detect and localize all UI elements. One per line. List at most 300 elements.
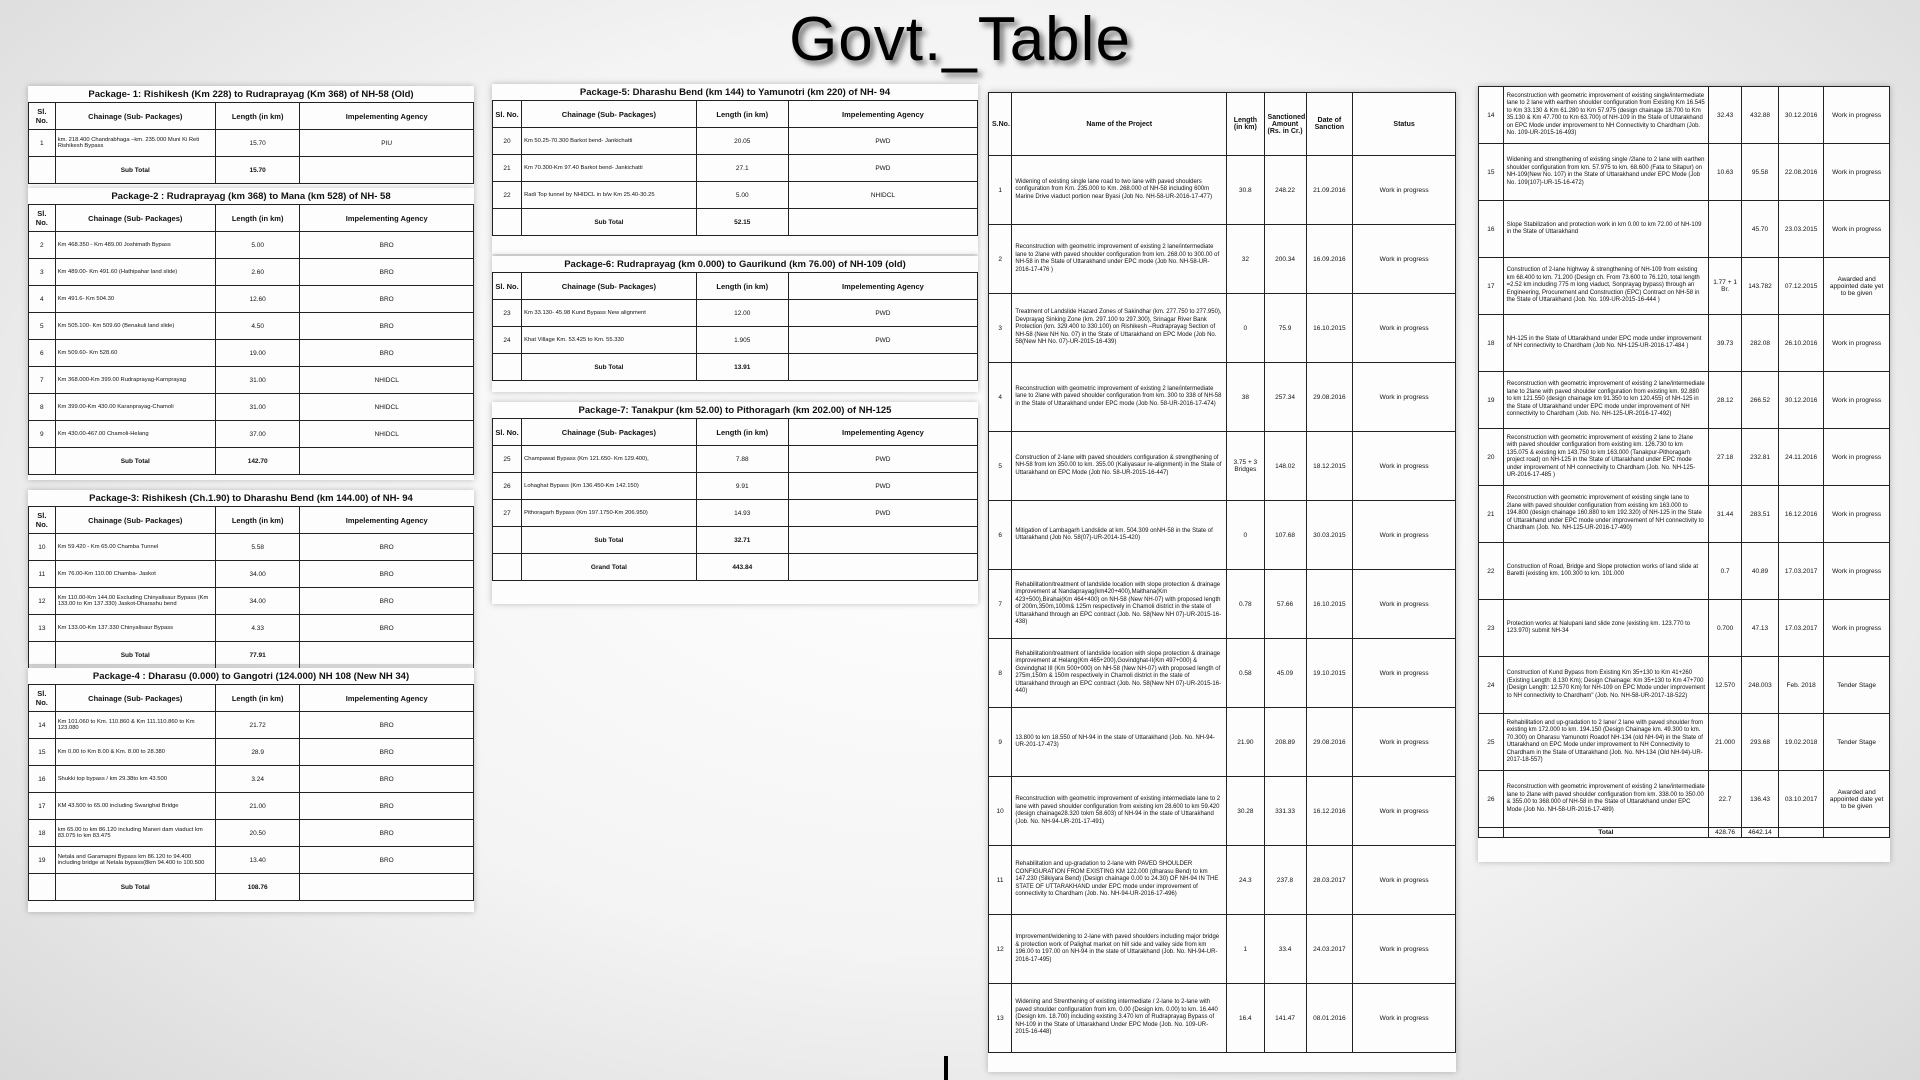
- project-status: Work in progress: [1824, 315, 1890, 372]
- row-sl: 12: [29, 588, 56, 615]
- subtotal-label: Sub Total: [522, 527, 697, 554]
- projects-table-b: [1478, 86, 1890, 838]
- project-length: 3.75 + 3 Bridges: [1227, 432, 1264, 501]
- package-header-row: [29, 685, 474, 712]
- project-status: Work in progress: [1353, 501, 1456, 570]
- project-status: Tender Stage: [1824, 714, 1890, 771]
- project-name: Treatment of Landslide Hazard Zones of Sakindhar (km. 277.750 to 277.950), Devprayag Sinking Zone (km. 297.100 to 297.300), Srinagar River Bank Protection (km. 329.400 to 330.100) on Rishikesh –Rudraprayag Section of NH-58 (New NH No. 07) in the State of Uttarakhand on EPC Mode (Job No. 58(New NH No. 07)-UR-2015-16-439): [1012, 294, 1227, 363]
- project-date: 26.10.2016: [1779, 315, 1824, 372]
- project-row: [989, 777, 1456, 846]
- row-sl: 7: [29, 367, 56, 394]
- package-table: [492, 418, 978, 581]
- project-status: Work in progress: [1353, 639, 1456, 708]
- header-chainage: Chainage (Sub- Packages): [55, 507, 215, 534]
- header-chainage: Chainage (Sub- Packages): [522, 419, 697, 446]
- row-chainage: Km 50.25-70.300 Barkot bend- Jankichatti: [522, 128, 697, 155]
- project-length: [1709, 201, 1742, 258]
- header-length: Length (in km): [696, 101, 788, 128]
- project-row: [1479, 372, 1890, 429]
- project-row: [989, 501, 1456, 570]
- package-row: [29, 232, 474, 259]
- projects-table-a: [988, 92, 1456, 1053]
- project-length: 24.3: [1227, 846, 1264, 915]
- project-date: 24.03.2017: [1306, 915, 1353, 984]
- project-length: 0.78: [1227, 570, 1264, 639]
- row-length: 21.72: [215, 712, 300, 739]
- subtotal-row: [29, 448, 474, 475]
- package-row: [29, 286, 474, 313]
- project-name: Protection works at Nalupani land slide zone (existing km. 123.770 to 123.970) submit NH-34: [1503, 600, 1709, 657]
- row-chainage: km. 218.400 Chandrabhaga –km. 235.000 Muni Ki Reti Rishikesh Bypass: [55, 130, 215, 157]
- row-chainage: Km 430.00-467.00 Chamoli-Helang: [55, 421, 215, 448]
- project-sno: 11: [989, 846, 1012, 915]
- row-chainage: KM 43.500 to 65.00 including Swarighat Bridge: [55, 793, 215, 820]
- row-length: 14.93: [696, 500, 788, 527]
- project-row: [989, 984, 1456, 1053]
- row-chainage: Km 399.00-Km 430.00 Karanprayag-Chamoli: [55, 394, 215, 421]
- package-table: [28, 684, 474, 901]
- project-row: [1479, 315, 1890, 372]
- row-agency: PWD: [788, 446, 977, 473]
- row-chainage: Km 0.00 to Km 8.00 & Km. 8.00 to 28.380: [55, 739, 215, 766]
- project-length: 22.7: [1709, 771, 1742, 828]
- project-amount: 432.88: [1742, 87, 1779, 144]
- project-name: Construction of Kund Bypass from Existing Km 35+130 to Km 41+260 (Existing Length: 8.130 Km); Design Chainage: Km 35+130 to Km 47+700 (Design Length: 12.570 Km) for NH-109 on EPC Mode under improvement to NH connectivity to Chardham" (Job. No. NH-58-UR-2017-18-522): [1503, 657, 1709, 714]
- row-sl: 16: [29, 766, 56, 793]
- subtotal-label: Sub Total: [55, 157, 215, 184]
- row-length: 28.9: [215, 739, 300, 766]
- project-row: [1479, 429, 1890, 486]
- total-row: [1479, 828, 1890, 838]
- project-length: 21.90: [1227, 708, 1264, 777]
- project-amount: 208.89: [1264, 708, 1306, 777]
- row-sl: 5: [29, 313, 56, 340]
- project-row: [1479, 87, 1890, 144]
- project-status: Work in progress: [1353, 846, 1456, 915]
- row-length: 7.88: [696, 446, 788, 473]
- project-name: Rehabilitation and up-gradation to 2-lane with PAVED SHOULDER CONFIGURATION FROM EXISTING KM 122.000 (dharasu Bend) to km 147.230 (Silkiyara Bend) (Design chainage 0.00 to 24.30) OF NH-94 IN THE STATE OF UTTARAKHAND under EPC mode under improvement of connectivity to Chardham (Job. No. NH-94-UR-2016-17-496): [1012, 846, 1227, 915]
- row-sl: 9: [29, 421, 56, 448]
- project-date: 16.10.2015: [1306, 570, 1353, 639]
- project-sno: 18: [1479, 315, 1504, 372]
- header-agency: Impelementing Agency: [788, 273, 977, 300]
- row-length: 34.00: [215, 561, 300, 588]
- row-length: 20.05: [696, 128, 788, 155]
- package-header-row: [493, 273, 978, 300]
- project-length: 10.63: [1709, 144, 1742, 201]
- project-length: 27.18: [1709, 429, 1742, 486]
- project-length: 31.44: [1709, 486, 1742, 543]
- project-date: 16.09.2016: [1306, 225, 1353, 294]
- row-sl: 10: [29, 534, 56, 561]
- row-agency: BRO: [300, 820, 474, 847]
- project-name: Reconstruction with geometric improvement of existing single/intermediate lane to 2 lane with earthen shoulder configuration from Existing Km 16.545 to Km 33.130 & Km 61.280 to Km 57.975 (design chainage 18.700 to Km 35.130 & Km 47.700 to Km 63.700) of NH-109 in the State of Uttarakhand on EPC Mode under improvement to NH Connectivity to Chardham (Job. No. 109-UR-2015-16-493): [1503, 87, 1709, 144]
- row-chainage: Khat Village Km. 53.425 to Km. 55.330: [522, 327, 697, 354]
- subtotal-row: [29, 874, 474, 901]
- project-amount: 57.66: [1264, 570, 1306, 639]
- header-sl: Sl. No.: [29, 205, 56, 232]
- project-amount: 232.81: [1742, 429, 1779, 486]
- row-agency: PWD: [788, 155, 977, 182]
- row-agency: BRO: [300, 313, 474, 340]
- project-sno: 23: [1479, 600, 1504, 657]
- project-status: Work in progress: [1824, 429, 1890, 486]
- total-label: Total: [1503, 828, 1709, 838]
- package-6-panel: [492, 256, 978, 392]
- row-sl: 27: [493, 500, 522, 527]
- package-header-row: [29, 507, 474, 534]
- header-sl: Sl. No.: [29, 685, 56, 712]
- project-status: Work in progress: [1353, 294, 1456, 363]
- header-length: Length (in km): [215, 103, 300, 130]
- row-sl: 18: [29, 820, 56, 847]
- row-chainage: Shukki top bypass / km 29.38to km 43.500: [55, 766, 215, 793]
- project-row: [989, 432, 1456, 501]
- projects-table-b-panel: [1478, 86, 1890, 862]
- row-sl: 3: [29, 259, 56, 286]
- project-sno: 13: [989, 984, 1012, 1053]
- subtotal-value: 52.15: [696, 209, 788, 236]
- project-name: Rehabilitation/treatment of landslide location with slope protection & drainage improvement at Helang(Km 465+200),Govindghat-II(Km 497+000) & Govindghat III (Km 500+000) on NH-58 (New NH-07) with proposed length of 275m,150m & 150m respectively in Chamoli district in the state of Uttarakhand through an EPC contract (Job. No. 58(New NH 07)-UR-2015-16-440): [1012, 639, 1227, 708]
- row-length: 21.00: [215, 793, 300, 820]
- subtotal-label: Sub Total: [55, 874, 215, 901]
- project-length: 0: [1227, 501, 1264, 570]
- package-header-row: [29, 103, 474, 130]
- subtotal-label: Sub Total: [55, 642, 215, 669]
- project-date: 21.09.2016: [1306, 156, 1353, 225]
- project-status: Work in progress: [1824, 543, 1890, 600]
- row-chainage: Km 33.130- 45.98 Kund Bypass New alignment: [522, 300, 697, 327]
- project-name: Rehabilitation/treatment of landslide location with slope protection & drainage improvement at Nandaprayag(km420+400),Maithana(Km 423+500),Birahai(Km 464+400) on NH-58 (New NH-07) with proposed length of 200m,350m,100m& 125m respectively in Chamoli district in the state of Uttarakhand through an EPC contract (Job. No. 58(New NH 07)-UR-2015-16-438): [1012, 570, 1227, 639]
- row-agency: BRO: [300, 534, 474, 561]
- project-sno: 15: [1479, 144, 1504, 201]
- row-length: 1.905: [696, 327, 788, 354]
- project-date: Feb. 2018: [1779, 657, 1824, 714]
- subtotal-value: 13.91: [696, 354, 788, 381]
- project-status: Work in progress: [1824, 600, 1890, 657]
- row-agency: PIU: [300, 130, 474, 157]
- package-title: Package-6: Rudraprayag (km 0.000) to Gaurikund (km 76.00) of NH-109 (old): [564, 259, 906, 270]
- package-3-panel: [28, 490, 474, 664]
- project-length: 12.570: [1709, 657, 1742, 714]
- package-2-panel: [28, 188, 474, 480]
- project-length: 30.28: [1227, 777, 1264, 846]
- project-row: [989, 294, 1456, 363]
- header-sl: Sl. No.: [29, 103, 56, 130]
- row-chainage: Km 101.060 to Km. 110.860 & Km 111.110.860 to Km 123.080: [55, 712, 215, 739]
- project-date: 30.12.2016: [1779, 87, 1824, 144]
- project-row: [989, 915, 1456, 984]
- project-date: 16.12.2016: [1779, 486, 1824, 543]
- row-agency: BRO: [300, 615, 474, 642]
- project-status: Work in progress: [1353, 432, 1456, 501]
- package-title: Package-3: Rishikesh (Ch.1.90) to Dharashu Bend (km 144.00) of NH- 94: [89, 493, 413, 504]
- subtotal-row: [493, 209, 978, 236]
- project-amount: 143.782: [1742, 258, 1779, 315]
- package-row: [29, 421, 474, 448]
- header-chainage: Chainage (Sub- Packages): [522, 273, 697, 300]
- project-row: [989, 846, 1456, 915]
- project-date: 19.10.2015: [1306, 639, 1353, 708]
- row-agency: PWD: [788, 327, 977, 354]
- project-date: 30.12.2016: [1779, 372, 1824, 429]
- row-sl: 14: [29, 712, 56, 739]
- project-name: Rehabilitation and up-gradation to 2 lane/ 2 lane with paved shoulder from existing km 172.000 to km. 194.150 (Design Chainage km. 49.300 to km. 70.300) on Dharasu Yamunotri Roadof NH-134 (old NH-94) in the State of Uttarakhand on EPC Mode under improvement to NH Connectivity to Chardham in the State of Uttarakhand (Job. No. NH-134 (Old NH-94)-UR-2017-18-557): [1503, 714, 1709, 771]
- row-chainage: Km 76.00-Km 110.00 Chamba- Jaskot: [55, 561, 215, 588]
- project-status: Work in progress: [1353, 225, 1456, 294]
- header-sl: Sl. No.: [29, 507, 56, 534]
- header-sl: Sl. No.: [493, 101, 522, 128]
- project-sno: 2: [989, 225, 1012, 294]
- project-length: 32: [1227, 225, 1264, 294]
- row-agency: PWD: [788, 500, 977, 527]
- project-name: Reconstruction with geometric improvement of existing 2 lane/intermediate lane to 2lane with paved shoulder configuration from km. 338.00 to 350.00 & 355.00 to 368.000 of NH-58 in the State of Uttarakhand under EPC Mode (Job No. NH-58-UR-2016-17-489): [1503, 771, 1709, 828]
- row-agency: BRO: [300, 340, 474, 367]
- project-row: [989, 225, 1456, 294]
- row-agency: BRO: [300, 847, 474, 874]
- project-amount: 283.51: [1742, 486, 1779, 543]
- project-amount: 40.89: [1742, 543, 1779, 600]
- header-chainage: Chainage (Sub- Packages): [522, 101, 697, 128]
- project-name: Improvement/widening to 2-lane with paved shoulders including major bridge & protection work of Palighat market on hill side and valley side from km 196.00 to 197.00 on NH-94 in the state of Uttarakhand (Job. No. NH-94-UR-2016-17-495): [1012, 915, 1227, 984]
- project-sno: 20: [1479, 429, 1504, 486]
- project-amount: 45.70: [1742, 201, 1779, 258]
- row-length: 9.91: [696, 473, 788, 500]
- project-status: Work in progress: [1824, 486, 1890, 543]
- header-amount: Sanctioned Amount (Rs. in Cr.): [1264, 93, 1306, 156]
- row-chainage: Lohaghat Bypass (Km 136.450-Km 142.150): [522, 473, 697, 500]
- row-length: 4.50: [215, 313, 300, 340]
- total-amount: 4642.14: [1742, 828, 1779, 838]
- project-row: [1479, 657, 1890, 714]
- project-row: [1479, 543, 1890, 600]
- projects-table-a-panel: [988, 92, 1456, 1072]
- project-length: 0: [1227, 294, 1264, 363]
- project-amount: 248.22: [1264, 156, 1306, 225]
- package-row: [493, 300, 978, 327]
- package-row: [29, 313, 474, 340]
- package-table: [28, 506, 474, 669]
- row-agency: PWD: [788, 128, 977, 155]
- project-row: [989, 363, 1456, 432]
- project-status: Work in progress: [1353, 915, 1456, 984]
- subtotal-row: [29, 157, 474, 184]
- package-row: [29, 259, 474, 286]
- row-agency: NHIDCL: [300, 421, 474, 448]
- package-row: [493, 446, 978, 473]
- project-name: Widening and Strenthening of existing intermediate / 2-lane to 2-lane with paved shoulder configuration from km. 0.00 (Design km. 0.00) to km. 16.440 (Design km. 18.700) including existing 3.470 km of Rudraprayag Bypass of NH-109 in the State of Uttarakhand Under EPC Mode (Job. No. 109-UR-2015-16-448): [1012, 984, 1227, 1053]
- package-header-row: [493, 101, 978, 128]
- row-chainage: Km 110.00-Km 144.00 Excluding Chinyalisaur Bypass (Km 133.00 to Km 137.330) Jaskot-Dharashu bend: [55, 588, 215, 615]
- subtotal-value: 32.71: [696, 527, 788, 554]
- package-header-row: [493, 419, 978, 446]
- project-sno: 3: [989, 294, 1012, 363]
- project-name: Reconstruction with geometric improvement of existing intermediate lane to 2 lane with paved shoulder configuration from existing km 28.600 to km 59.420 (design chainage28.320 tokm 58.603) of NH-94 in the state of Uttarakhand (Job. No. NH-94-UR-201-17-491): [1012, 777, 1227, 846]
- row-length: 5.00: [696, 182, 788, 209]
- project-row: [1479, 486, 1890, 543]
- project-date: 23.03.2015: [1779, 201, 1824, 258]
- subtotal-label: Sub Total: [55, 448, 215, 475]
- project-amount: 331.33: [1264, 777, 1306, 846]
- header-chainage: Chainage (Sub- Packages): [55, 103, 215, 130]
- subtotal-value: 77.91: [215, 642, 300, 669]
- project-amount: 141.47: [1264, 984, 1306, 1053]
- project-amount: 107.68: [1264, 501, 1306, 570]
- project-date: 16.10.2015: [1306, 294, 1353, 363]
- project-name: Reconstruction with geometric improvement of existing 2 lane/intermediate lane to 2lane with paved shoulder configuration from existing km. 92.880 to km 121.550 (design chainage km 91.350 to km 120.455) of NH-125 in the State of Uttarakhand under EPC mode under improvement of NH connectivity to Chardham (Job. No. NH-125-UR-2016-17-492): [1503, 372, 1709, 429]
- row-length: 3.24: [215, 766, 300, 793]
- project-row: [1479, 144, 1890, 201]
- row-length: 19.00: [215, 340, 300, 367]
- row-agency: BRO: [300, 766, 474, 793]
- row-sl: 19: [29, 847, 56, 874]
- project-name: Reconstruction with geometric improvement of existing 2 lane/intermediate lane to 2lane with paved shoulder configuration from km. 300 to 338 of NH-58 in the State of Uttarakhand under EPC mode (Job No. 58-UR-2016-17-474): [1012, 363, 1227, 432]
- project-amount: 200.34: [1264, 225, 1306, 294]
- subtotal-value: 15.70: [215, 157, 300, 184]
- project-date: 03.10.2017: [1779, 771, 1824, 828]
- project-status: Work in progress: [1353, 570, 1456, 639]
- row-sl: 2: [29, 232, 56, 259]
- project-amount: 248.003: [1742, 657, 1779, 714]
- project-status: Work in progress: [1824, 144, 1890, 201]
- project-name: Reconstruction with geometric improvement of existing 2 lane/intermediate lane to 2lane with paved shoulder configuration from km. 268.00 to 300.00 of NH-58 in the State of Uttarakhand under EPC mode (Job No. NH-58-UR-2016-17-476 ): [1012, 225, 1227, 294]
- row-sl: 22: [493, 182, 522, 209]
- project-amount: 45.09: [1264, 639, 1306, 708]
- project-row: [1479, 771, 1890, 828]
- project-amount: 95.58: [1742, 144, 1779, 201]
- project-date: 17.03.2017: [1779, 600, 1824, 657]
- row-length: 12.00: [696, 300, 788, 327]
- project-status: Work in progress: [1824, 87, 1890, 144]
- row-length: 5.00: [215, 232, 300, 259]
- subtotal-label: Sub Total: [522, 209, 697, 236]
- project-sno: 9: [989, 708, 1012, 777]
- row-sl: 8: [29, 394, 56, 421]
- project-amount: 33.4: [1264, 915, 1306, 984]
- project-name: Construction of 2-lane with paved shoulders configuration & strengthening of NH-58 from km 350.00 to km. 355.00 (Kaliyasaur re-alignment) in the State of Uttarakhand on EPC Mode (Job No. 58-UR-2015-16-447): [1012, 432, 1227, 501]
- row-length: 2.60: [215, 259, 300, 286]
- header-agency: Impelementing Agency: [300, 507, 474, 534]
- row-length: 12.60: [215, 286, 300, 313]
- subtotal-value: 108.76: [215, 874, 300, 901]
- project-sno: 19: [1479, 372, 1504, 429]
- project-status: Awarded and appointed date yet to be given: [1824, 771, 1890, 828]
- row-sl: 4: [29, 286, 56, 313]
- project-length: 1: [1227, 915, 1264, 984]
- row-chainage: Km 491.6- Km 504.30: [55, 286, 215, 313]
- package-row: [493, 128, 978, 155]
- project-amount: 282.08: [1742, 315, 1779, 372]
- project-amount: 47.13: [1742, 600, 1779, 657]
- project-sno: 12: [989, 915, 1012, 984]
- row-sl: 26: [493, 473, 522, 500]
- header-sno: S.No.: [989, 93, 1012, 156]
- project-length: 16.4: [1227, 984, 1264, 1053]
- project-status: Work in progress: [1353, 708, 1456, 777]
- row-length: 31.00: [215, 367, 300, 394]
- header-length: Length (in km): [215, 205, 300, 232]
- project-row: [989, 570, 1456, 639]
- project-name: Mitigation of Lambagarh Landslide at km. 504.309 onNH-58 in the State of Uttarakhand (Job No. 58(07)-UR-2014-15-420): [1012, 501, 1227, 570]
- row-agency: BRO: [300, 588, 474, 615]
- project-date: 08.01.2016: [1306, 984, 1353, 1053]
- row-sl: 21: [493, 155, 522, 182]
- row-sl: 11: [29, 561, 56, 588]
- project-length: 0.58: [1227, 639, 1264, 708]
- header-length: Length (in km): [696, 273, 788, 300]
- package-title: Package-7: Tanakpur (km 52.00) to Pithoragarh (km 202.00) of NH-125: [578, 405, 892, 416]
- project-date: 07.12.2015: [1779, 258, 1824, 315]
- row-sl: 15: [29, 739, 56, 766]
- project-length: 39.73: [1709, 315, 1742, 372]
- project-date: 19.02.2018: [1779, 714, 1824, 771]
- package-row: [29, 561, 474, 588]
- project-name: Widening of existing single lane road to two lane with paved shoulders configuration from Km. 235.000 to Km. 268.000 of NH-58 including 600m Marine Drive viaduct portion near Byasi (Job No. NH-58-UR-2016-17-477): [1012, 156, 1227, 225]
- project-row: [1479, 258, 1890, 315]
- header-date: Date of Sanction: [1306, 93, 1353, 156]
- project-length: 0.7: [1709, 543, 1742, 600]
- package-table: [28, 102, 474, 184]
- header-length: Length (in km): [1227, 93, 1264, 156]
- package-4-panel: [28, 668, 474, 912]
- project-date: 29.08.2016: [1306, 363, 1353, 432]
- project-sno: 25: [1479, 714, 1504, 771]
- project-status: Tender Stage: [1824, 657, 1890, 714]
- package-row: [29, 340, 474, 367]
- project-sno: 8: [989, 639, 1012, 708]
- project-amount: 136.43: [1742, 771, 1779, 828]
- row-length: 5.58: [215, 534, 300, 561]
- package-row: [29, 766, 474, 793]
- project-name: Construction of Road, Bridge and Slope protection works of land slide at Baretti (existing km. 100.300 to km. 101.000: [1503, 543, 1709, 600]
- header-agency: Impelementing Agency: [300, 685, 474, 712]
- package-row: [29, 367, 474, 394]
- package-table: [28, 204, 474, 475]
- package-row: [29, 130, 474, 157]
- row-agency: BRO: [300, 739, 474, 766]
- project-sno: 16: [1479, 201, 1504, 258]
- row-sl: 25: [493, 446, 522, 473]
- project-status: Work in progress: [1824, 372, 1890, 429]
- project-length: 21.000: [1709, 714, 1742, 771]
- project-name: Construction of 2-lane highway & strengthening of NH-109 from existing km 68.400 to km. 71.200 (Design ch. From 73.600 to 76.120, total length =2.52 km including 775 m long viaduct, Sonprayag bypass) through an Engineering, Procurement and Construction (EPC) Contract on NH-58 in the State of Uttarakhand (Job. No. 109-UR-2015-16-444 ): [1503, 258, 1709, 315]
- row-chainage: Radi Top tunnel by NHIDCL in b/w Km 25.40-30.25: [522, 182, 697, 209]
- package-header-row: [29, 205, 474, 232]
- row-chainage: Km 468.350 - Km 489.00 Joshimath Bypass: [55, 232, 215, 259]
- header-name: Name of the Project: [1012, 93, 1227, 156]
- grand-total-value: 443.84: [696, 554, 788, 581]
- project-length: 32.43: [1709, 87, 1742, 144]
- header-agency: Impelementing Agency: [788, 419, 977, 446]
- project-sno: 21: [1479, 486, 1504, 543]
- row-sl: 23: [493, 300, 522, 327]
- package-row: [29, 615, 474, 642]
- subtotal-row: [29, 642, 474, 669]
- row-agency: BRO: [300, 286, 474, 313]
- project-date: 17.03.2017: [1779, 543, 1824, 600]
- project-name: Reconstruction with geometric improvement of existing single lane to 2lane with paved shoulder configuration from existing km 163.000 to 194.800 (design chainage 160.880 to km 192.320) of NH-125 in the State of Uttarakhand under EPC mode under improvement of NH connectivity to Chardham (Job. No. NH-125-UR-2016-17-490): [1503, 486, 1709, 543]
- project-sno: 14: [1479, 87, 1504, 144]
- package-row: [493, 473, 978, 500]
- project-sno: 17: [1479, 258, 1504, 315]
- subtotal-label: Sub Total: [522, 354, 697, 381]
- project-row: [1479, 714, 1890, 771]
- project-name: Slope Stabilization and protection work in km 0.00 to km 72.00 of NH-109 in the State of Uttarakhand: [1503, 201, 1709, 258]
- project-sno: 26: [1479, 771, 1504, 828]
- row-length: 15.70: [215, 130, 300, 157]
- subtotal-value: 142.70: [215, 448, 300, 475]
- header-chainage: Chainage (Sub- Packages): [55, 685, 215, 712]
